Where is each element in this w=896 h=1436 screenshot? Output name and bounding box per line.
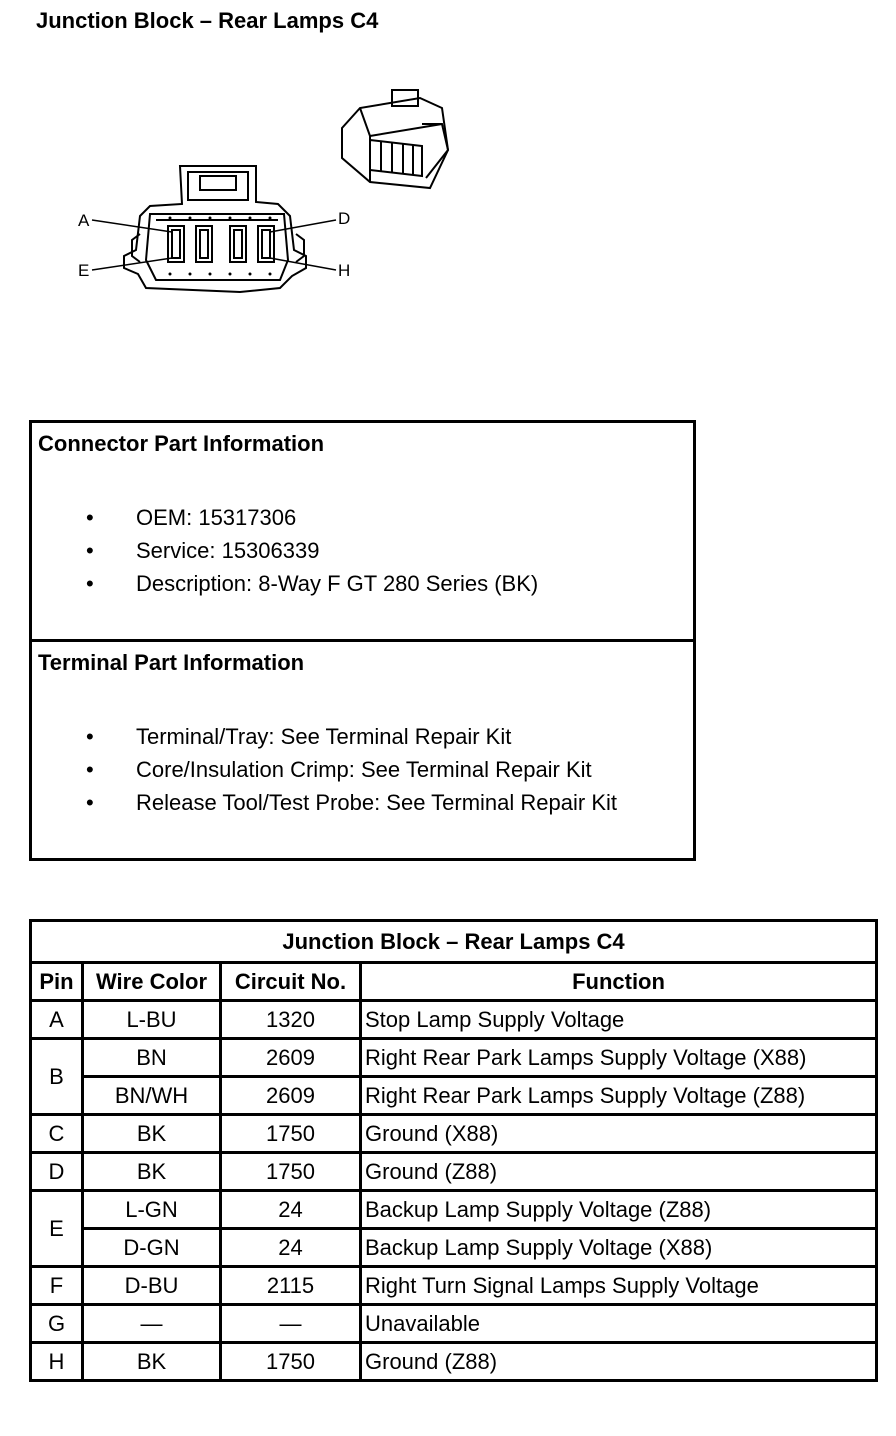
pin-callout-a: A	[78, 211, 90, 230]
circuit-cell: 2609	[221, 1039, 361, 1077]
list-item-text: OEM: 15317306	[136, 505, 297, 530]
bullet: •	[86, 724, 94, 749]
wire-color-cell: —	[83, 1305, 221, 1343]
function-cell: Right Turn Signal Lamps Supply Voltage	[361, 1267, 877, 1305]
pin-cell: G	[31, 1305, 83, 1343]
bullet: •	[86, 790, 94, 815]
table-row	[31, 1191, 877, 1229]
list-item-text: Service: 15306339	[136, 538, 320, 563]
wire-color-cell: L-GN	[83, 1191, 221, 1229]
table-row	[31, 1001, 877, 1039]
table-row	[31, 1305, 877, 1343]
circuit-cell: 2115	[221, 1267, 361, 1305]
list-item	[32, 720, 617, 753]
bullet: •	[86, 571, 94, 596]
function-cell: Ground (X88)	[361, 1115, 877, 1153]
wire-color-cell: BN	[83, 1039, 221, 1077]
column-header-circuit: Circuit No.	[221, 963, 361, 1001]
connector-info-heading: Connector Part Information	[38, 431, 325, 456]
table-row	[31, 1039, 877, 1077]
list-item-text: Release Tool/Test Probe: See Terminal Repair Kit	[136, 790, 617, 815]
circuit-cell: 1750	[221, 1115, 361, 1153]
table-row	[31, 1077, 877, 1115]
function-cell: Backup Lamp Supply Voltage (Z88)	[361, 1191, 877, 1229]
connector-illustration	[70, 80, 470, 320]
wire-color-cell: L-BU	[83, 1001, 221, 1039]
wire-color-cell: BK	[83, 1343, 221, 1381]
pin-cell: A	[31, 1001, 83, 1039]
pin-table	[29, 919, 878, 1382]
wire-color-cell: D-GN	[83, 1229, 221, 1267]
circuit-cell: 1750	[221, 1343, 361, 1381]
pin-cell: B	[31, 1039, 83, 1115]
terminal-part-info	[29, 639, 696, 861]
pin-cell: F	[31, 1267, 83, 1305]
connector-info-list	[32, 501, 538, 600]
terminal-info-list	[32, 720, 617, 819]
function-cell: Backup Lamp Supply Voltage (X88)	[361, 1229, 877, 1267]
list-item-text: Core/Insulation Crimp: See Terminal Repair Kit	[136, 757, 592, 782]
circuit-cell: 1750	[221, 1153, 361, 1191]
list-item	[32, 501, 538, 534]
table-row	[31, 1343, 877, 1381]
list-item	[32, 534, 538, 567]
function-cell: Ground (Z88)	[361, 1153, 877, 1191]
list-item-text: Description: 8-Way F GT 280 Series (BK)	[136, 571, 539, 596]
function-cell: Unavailable	[361, 1305, 877, 1343]
wire-color-cell: D-BU	[83, 1267, 221, 1305]
circuit-cell: 2609	[221, 1077, 361, 1115]
function-cell: Right Rear Park Lamps Supply Voltage (Z88)	[361, 1077, 877, 1115]
circuit-cell: —	[221, 1305, 361, 1343]
bullet: •	[86, 505, 94, 530]
pin-callout-lines	[92, 220, 336, 270]
pin-callout-h: H	[338, 261, 351, 280]
table-row	[31, 1153, 877, 1191]
list-item	[32, 753, 617, 786]
table-row	[31, 1229, 877, 1267]
function-cell: Right Rear Park Lamps Supply Voltage (X88)	[361, 1039, 877, 1077]
list-item	[32, 567, 538, 600]
circuit-cell: 24	[221, 1191, 361, 1229]
function-cell: Ground (Z88)	[361, 1343, 877, 1381]
column-header-function: Function	[361, 963, 877, 1001]
pin-cell: H	[31, 1343, 83, 1381]
table-row	[31, 1267, 877, 1305]
connector-3d-view	[342, 90, 448, 188]
list-item	[32, 786, 617, 819]
column-header-pin: Pin	[31, 963, 83, 1001]
function-cell: Stop Lamp Supply Voltage	[361, 1001, 877, 1039]
terminal-info-heading: Terminal Part Information	[38, 650, 305, 675]
table-title: Junction Block – Rear Lamps C4	[31, 921, 877, 963]
column-header-wire-color: Wire Color	[83, 963, 221, 1001]
wire-color-cell: BK	[83, 1153, 221, 1191]
pin-callout-d: D	[338, 209, 351, 228]
list-item-text: Terminal/Tray: See Terminal Repair Kit	[136, 724, 512, 749]
bullet: •	[86, 538, 94, 563]
pin-cell: D	[31, 1153, 83, 1191]
circuit-cell: 1320	[221, 1001, 361, 1039]
bullet: •	[86, 757, 94, 782]
pin-cell: E	[31, 1191, 83, 1267]
table-row	[31, 1115, 877, 1153]
table-header-row	[31, 963, 877, 1001]
pin-callout-e: E	[78, 261, 90, 280]
page-title: Junction Block – Rear Lamps C4	[36, 8, 379, 33]
table-title-row	[31, 921, 877, 963]
connector-part-info	[29, 420, 696, 642]
wire-color-cell: BK	[83, 1115, 221, 1153]
pin-cell: C	[31, 1115, 83, 1153]
circuit-cell: 24	[221, 1229, 361, 1267]
wire-color-cell: BN/WH	[83, 1077, 221, 1115]
